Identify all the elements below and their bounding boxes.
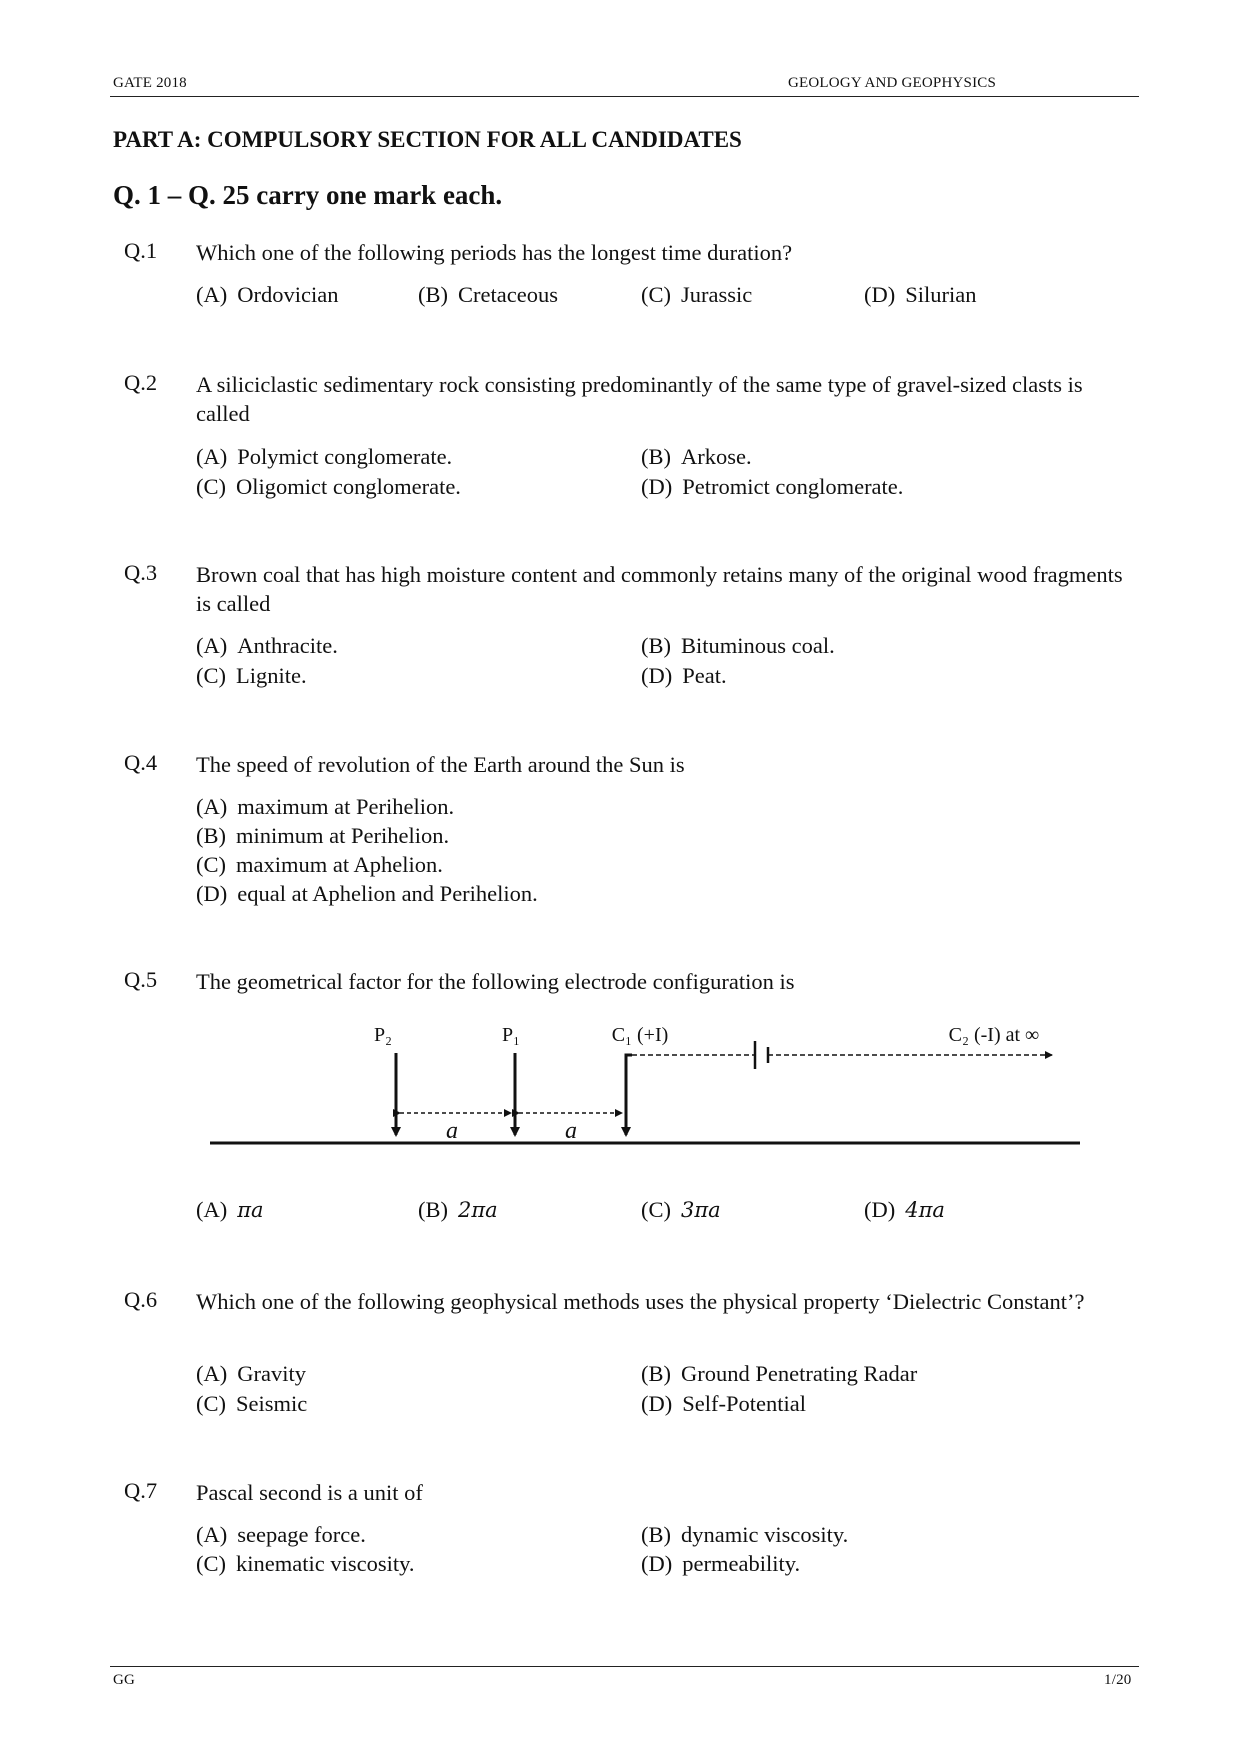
question-number: Q.2	[124, 370, 158, 395]
option-label: (C)	[196, 852, 226, 877]
option-label: (B)	[641, 1522, 671, 1547]
option-c	[641, 1197, 721, 1223]
option-c	[196, 1551, 415, 1577]
question-number: Q.6	[124, 1287, 158, 1312]
option-text: kinematic viscosity.	[236, 1551, 415, 1576]
question-text: Which one of the following periods has the longest time duration?	[196, 240, 793, 265]
option-c	[196, 1391, 307, 1417]
option-text: permeability.	[682, 1551, 801, 1576]
option-label: (D)	[196, 881, 228, 906]
option-text: Anthracite.	[237, 633, 338, 658]
question-number: Q.5	[124, 967, 158, 992]
question-number: Q.3	[124, 560, 158, 585]
header-paper-name: GEOLOGY AND GEOPHYSICS	[788, 75, 997, 91]
option-label: (C)	[641, 282, 671, 307]
electrode-p1-label: P₁	[501, 1024, 521, 1046]
option-label: (A)	[196, 444, 228, 469]
option-text: minimum at Perihelion.	[236, 823, 450, 848]
option-text: Petromict conglomerate.	[682, 474, 904, 499]
option-text: maximum at Aphelion.	[236, 852, 443, 877]
electrode-configuration-diagram	[200, 1015, 1100, 1160]
option-a	[196, 1361, 306, 1387]
option-text: Cretaceous	[458, 282, 558, 307]
option-label: (B)	[641, 633, 671, 658]
footer-rule	[110, 1666, 1139, 1667]
option-label: (B)	[196, 823, 226, 848]
option-label: (D)	[864, 282, 896, 307]
option-label: (A)	[196, 633, 228, 658]
option-label: (A)	[196, 1361, 228, 1386]
header-rule	[110, 96, 1139, 97]
option-c	[196, 474, 461, 500]
option-label: (C)	[196, 1551, 226, 1576]
electrode-p2-label: P₂	[373, 1024, 393, 1046]
option-text: Peat.	[682, 663, 727, 688]
option-label: (D)	[641, 474, 673, 499]
question-text: Pascal second is a unit of	[196, 1480, 423, 1505]
option-a	[196, 444, 452, 470]
option-a	[196, 633, 338, 659]
option-text: Polymict conglomerate.	[237, 444, 453, 469]
option-d	[641, 1551, 800, 1577]
option-label: (D)	[641, 1391, 673, 1416]
option-a	[196, 282, 338, 308]
option-text: seepage force.	[237, 1522, 366, 1547]
question-number: Q.4	[124, 750, 158, 775]
option-text: maximum at Perihelion.	[237, 794, 455, 819]
spacing-label-1: a	[446, 1118, 458, 1144]
header-exam-name: GATE 2018	[113, 75, 187, 91]
option-d	[864, 282, 976, 308]
option-label: (A)	[196, 1197, 228, 1222]
option-b	[418, 1197, 498, 1223]
option-text: Jurassic	[681, 282, 753, 307]
question-text: Which one of the following geophysical methods uses the physical property ‘Dielectric Constant’?	[196, 1289, 1085, 1314]
option-label: (C)	[641, 1197, 671, 1222]
question-text: The speed of revolution of the Earth around the Sun is	[196, 752, 685, 777]
option-d	[641, 1391, 806, 1417]
option-label: (B)	[418, 282, 448, 307]
page-number: 1/20	[1104, 1672, 1132, 1688]
option-label: (B)	[641, 1361, 671, 1386]
option-text: 2πa	[458, 1198, 498, 1222]
option-b	[641, 1361, 917, 1387]
option-a	[196, 1197, 264, 1223]
option-a	[196, 1522, 366, 1548]
option-text: πa	[237, 1198, 264, 1222]
option-text: Ordovician	[237, 282, 339, 307]
section-title: Q. 1 – Q. 25 carry one mark each.	[113, 180, 503, 210]
option-text: Bituminous coal.	[681, 633, 835, 658]
option-text: Lignite.	[236, 663, 307, 688]
option-text: Oligomict conglomerate.	[236, 474, 461, 499]
option-d	[864, 1197, 945, 1223]
option-label: (A)	[196, 794, 228, 819]
option-b	[641, 633, 835, 659]
option-label: (B)	[641, 444, 671, 469]
option-c	[196, 663, 307, 689]
option-label: (D)	[641, 1551, 673, 1576]
option-b	[641, 444, 752, 470]
option-label: (A)	[196, 1522, 228, 1547]
question-text: A siliciclastic sedimentary rock consisting predominantly of the same type of gravel-sized clasts is called	[196, 372, 1083, 426]
option-text: 4πa	[905, 1198, 945, 1222]
option-text: Arkose.	[681, 444, 752, 469]
question-text: The geometrical factor for the following electrode configuration is	[196, 969, 795, 994]
option-b	[418, 282, 558, 308]
option-label: (C)	[196, 474, 226, 499]
option-b	[641, 1522, 848, 1548]
option-label: (A)	[196, 282, 228, 307]
question-number: Q.7	[124, 1478, 158, 1503]
footer-paper-code: GG	[113, 1672, 136, 1688]
option-text: Gravity	[237, 1361, 306, 1386]
option-label: (C)	[196, 1391, 226, 1416]
electrode-c1-label: C₁ (+I)	[611, 1024, 669, 1046]
electrode-c2-label: C₂ (-I) at ∞	[948, 1024, 1040, 1046]
option-label: (B)	[418, 1197, 448, 1222]
option-d	[641, 663, 727, 689]
option-text: equal at Aphelion and Perihelion.	[237, 881, 538, 906]
option-text: Seismic	[236, 1391, 308, 1416]
option-c	[196, 852, 443, 878]
option-label: (D)	[641, 663, 673, 688]
option-text: dynamic viscosity.	[681, 1522, 849, 1547]
option-text: Ground Penetrating Radar	[681, 1361, 918, 1386]
option-label: (C)	[196, 663, 226, 688]
part-title: PART A: COMPULSORY SECTION FOR ALL CANDIDATES	[113, 127, 742, 152]
option-text: 3πa	[681, 1198, 721, 1222]
option-label: (D)	[864, 1197, 896, 1222]
option-d	[641, 474, 903, 500]
option-c	[641, 282, 752, 308]
spacing-label-2: a	[565, 1118, 577, 1144]
option-d	[196, 881, 538, 907]
option-b	[196, 823, 449, 849]
option-a	[196, 794, 454, 820]
question-text: Brown coal that has high moisture content and commonly retains many of the original wood fragments is called	[196, 562, 1123, 616]
option-text: Silurian	[905, 282, 977, 307]
option-text: Self-Potential	[682, 1391, 806, 1416]
question-number: Q.1	[124, 238, 158, 263]
